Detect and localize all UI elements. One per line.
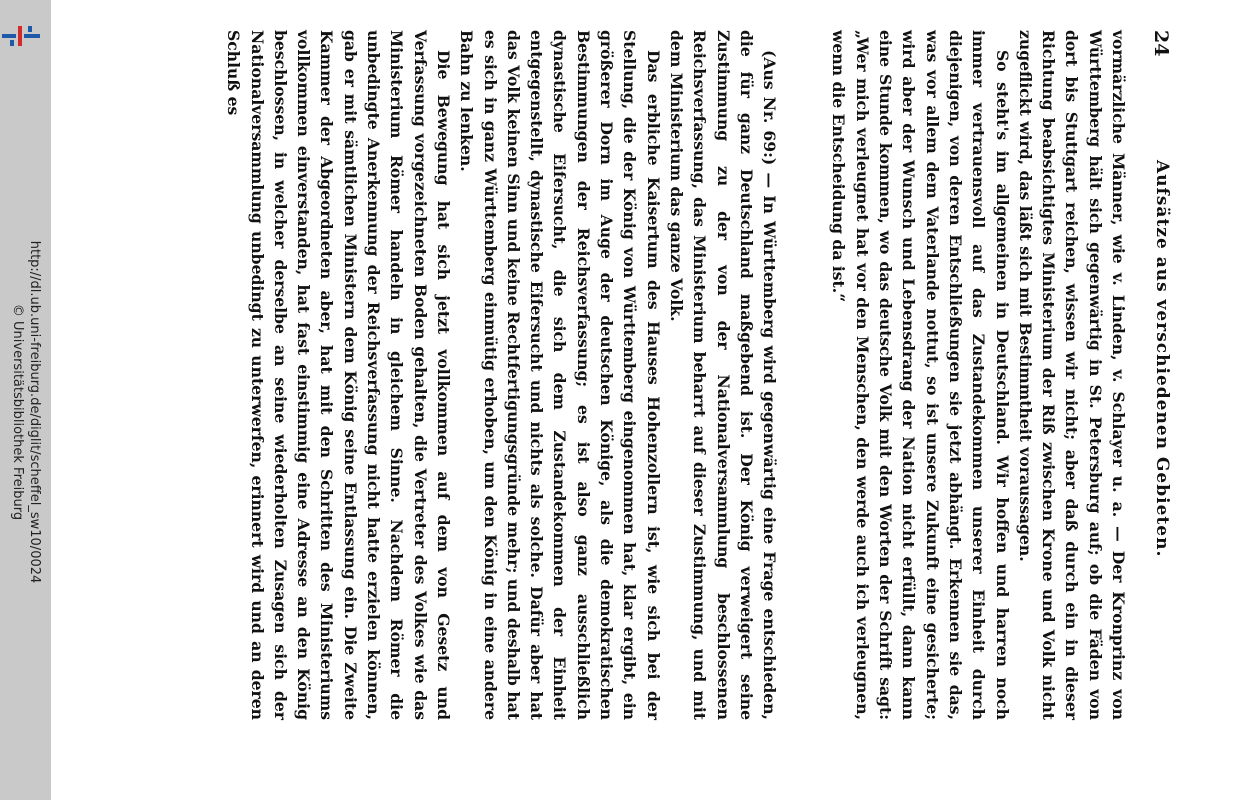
source-citation — [9, 241, 43, 584]
source-url[interactable]: http://dl.ub.uni-freiburg.de/diglit/scheffel_sw10/0024 — [27, 240, 42, 584]
rotated-page-content — [176, 0, 1176, 760]
page-body — [222, 30, 1130, 720]
viewer-sidebar — [0, 0, 51, 800]
page-number: 24 — [1150, 30, 1172, 57]
copyright-line: © Universitätsbibliothek Freiburg — [10, 303, 25, 521]
library-logo-icon — [2, 24, 42, 48]
paragraph-4: Das erbliche Kaisertum des Hauses Hohenzollern ist, wie sich bei der Stellung, die der König von Württemberg eingenommen hat, klar ergibt, ein größerer Dorn im Auge der deutschen Könige, als die demokratischen Bestimmungen der Reichsverfassung; es ist also ganz ausschließlich dynastische Eifersucht, die sich dem Zustandekommen der Einheit entgegenstellt, dynastische Eifersucht und nichts als solche. Dafür aber hat das Volk keinen Sinn und keine Rechtfertigungsgründe mehr; und deshalb hat es sich in ganz Württemberg einmütig erhoben, um den König in eine andere Bahn zu lenken. — [457, 30, 663, 720]
paragraph-3: (Aus Nr. 69:) — In Württemberg wird gegenwärtig eine Frage entschieden, die für ganz Deutschland maßgebend ist. Der König verweigert seine Zustimmung zu der von der Nationalversammlung beschlossenen Reichsverfassung, das Ministerium beharrt auf dieser Zustimmung, und mit dem Ministerium das ganze Volk. — [666, 30, 780, 720]
running-head: Aufsätze aus verschiedenen Gebieten. — [1152, 160, 1172, 558]
scanned-page — [51, 0, 1238, 800]
paragraph-5: Die Bewegung hat sich jetzt vollkommen auf dem von Gesetz und Verfassung vorgezeichneten Boden gehalten, die Vertreter des Volkes wie das Ministerium Römer handeln in gleichem Sinne. Nachdem Römer die unbedingte Anerkennung der Reichsverfassung nicht hatte erzielen können, gab er mit sämtlichen Ministern dem König seine Entlassung ein. Die Zweite Kammer der Abgeordneten aber, hat mit den Schritten des Ministeriums vollkommen einverstanden, hat fast einstimmig eine Adresse an den König beschlossen, in welcher derselbe an seine wiederholten Zusagen sich der Nationalversammlung unbedingt zu unterwerfen, erinnert wird und an deren Schluß es — [224, 30, 453, 720]
paragraph-2: So steht's im allgemeinen in Deutschland. Wir hoffen und harren noch immer vertrauensvoll auf das Zustandekommen unserer Einheit durch diejenigen, von deren Entschließungen sie jetzt abhängt. Erkennen sie das, was vor allem dem Vaterlande nottut, so ist unsere Zukunft eine gesicherte; wird aber der Wunsch und Lebensdrang der Nation nicht erfüllt, dann kann eine Stunde kommen, wo das deutsche Volk mit den Worten der Schrift sagt: „Wer mich verleugnet hat vor den Menschen, den werde auch ich verleugnen, wenn die Entscheidung da ist.“ — [829, 30, 1012, 720]
paragraph-1: vormärzliche Männer, wie v. Linden, v. Schlayer u. a. — Der Kronprinz von Württemberg hält sich gegenwärtig in St. Petersburg auf; ob die Fäden von dort bis Stuttgart reichen, wissen wir nicht; aber daß durch ein in dieser Richtung beabsichtigtes Ministerium der Riß zwischen Krone und Volk nicht zugeflickt wird, das läßt sich mit Bestimmtheit voraussagen. — [1015, 30, 1128, 720]
